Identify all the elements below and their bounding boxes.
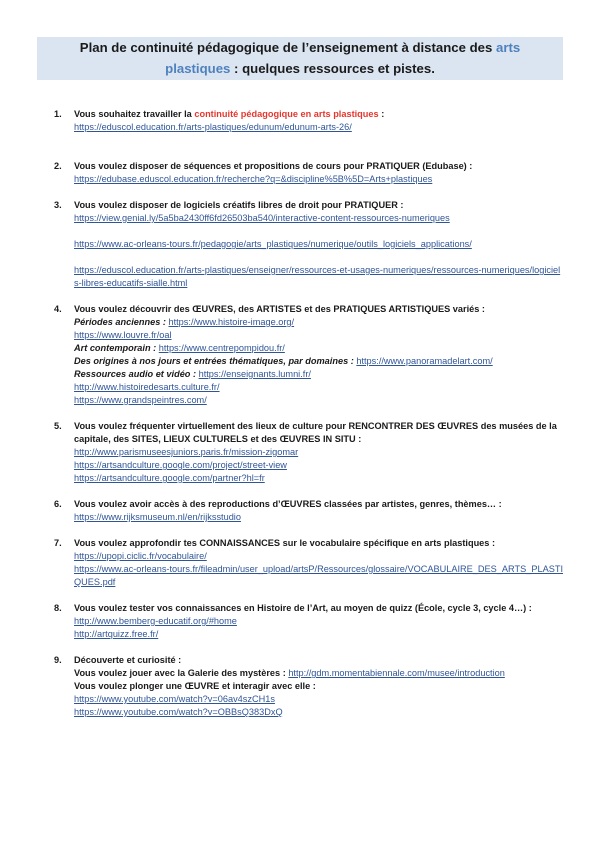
resource-link[interactable]: http://gdm.momentabiennale.com/musee/introduction [288,668,505,678]
list-item [54,160,564,186]
list-item [54,108,564,134]
resource-link[interactable]: https://www.histoire-image.org/ [168,317,295,327]
resource-link[interactable]: https://edubase.eduscol.education.fr/recherche?q=&discipline%5B%5D=Arts+plastiques [74,174,433,184]
resource-link[interactable]: https://www.rijksmuseum.nl/en/rijksstudio [74,512,241,522]
title-highlight-plastiques: plastiques [165,60,231,76]
item-number: 3. [54,200,62,210]
resource-link[interactable]: https://www.centrepompidou.fr/ [158,343,285,353]
resource-list [54,108,564,719]
line-label: Des origines à nos jours et entrées thématiques, par domaines : [74,356,357,366]
item-question: Vous voulez approfondir tes CONNAISSANCES sur le vocabulaire spécifique en arts plastiques : [74,538,496,548]
resource-link[interactable]: https://view.genial.ly/5a5ba2430ff6fd26503ba540/interactive-content-ressources-numeriques [74,213,450,223]
resource-link[interactable]: http://www.histoiredesarts.culture.fr/ [74,382,220,392]
resource-link[interactable]: https://artsandculture.google.com/project/street-view [74,460,287,470]
title-highlight-arts: arts [496,40,521,55]
item-number: 6. [54,499,62,509]
resource-link[interactable]: https://artsandculture.google.com/partner?hl=fr [74,473,265,483]
resource-link[interactable]: https://eduscol.education.fr/arts-plastiques/enseigner/ressources-et-usages-numeriques/ressources-numeriques/logiciels-libres-educatifs-sialle.html [74,265,561,288]
list-item [54,602,564,641]
title-part1: Plan de continuité pédagogique de l’enseignement à distance des [79,40,497,55]
list-item [54,420,564,485]
item-question: Vous souhaitez travailler la continuité pédagogique en arts plastiques : [74,109,385,119]
item-question: Vous voulez découvrir des ŒUVRES, des ARTISTES et des PRATIQUES ARTISTIQUES variés : [74,304,485,314]
list-item [54,537,564,589]
item-question: Vous voulez avoir accès à des reproductions d’ŒUVRES classées par artistes, genres, thèmes… : [74,499,502,509]
resource-link[interactable]: https://www.youtube.com/watch?v=06av4szCH1s [74,694,275,704]
item-number: 5. [54,421,62,431]
item-number: 8. [54,603,62,613]
list-item [54,303,564,407]
resource-link[interactable]: https://enseignants.lumni.fr/ [198,369,311,379]
line-label: Périodes anciennes : [74,317,169,327]
resource-link[interactable]: https://upopi.ciclic.fr/vocabulaire/ [74,551,207,561]
highlight-text: continuité pédagogique en arts plastiques [194,109,379,119]
resource-link[interactable]: https://www.grandspeintres.com/ [74,395,207,405]
line-label: Vous voulez plonger une ŒUVRE et interagir avec elle : [74,681,316,691]
item-number: 2. [54,161,62,171]
document-title [37,37,563,80]
item-number: 1. [54,109,62,119]
item-number: 7. [54,538,62,548]
list-item [54,498,564,524]
resource-link[interactable]: http://www.parismuseesjuniors.paris.fr/mission-zigomar [74,447,299,457]
resource-link[interactable]: https://www.ac-orleans-tours.fr/fileadmin/user_upload/artsP/Ressources/glossaire/VOCABULAIRE_DES_ARTS_PLASTIQUES.pdf [74,564,564,587]
item-question: Découverte et curiosité : [74,655,182,665]
list-item [54,654,564,719]
title-part2: : quelques ressources et pistes. [230,60,435,76]
resource-link[interactable]: https://www.ac-orleans-tours.fr/pedagogie/arts_plastiques/numerique/outils_logiciels_applications/ [74,239,472,249]
resource-link[interactable]: http://www.bemberg-educatif.org/#home [74,616,237,626]
line-label: Art contemporain : [74,343,159,353]
resource-link[interactable]: https://eduscol.education.fr/arts-plastiques/edunum/edunum-arts-26/ [74,122,352,132]
resource-link[interactable]: https://www.panoramadelart.com/ [356,356,493,366]
resource-link[interactable]: https://www.youtube.com/watch?v=OBBsQ383DxQ [74,707,283,717]
item-question: Vous voulez tester vos connaissances en Histoire de l’Art, au moyen de quizz (École, cycle 3, cycle 4…) : [74,603,532,613]
item-question: Vous voulez disposer de séquences et propositions de cours pour PRATIQUER (Edubase) : [74,161,473,171]
item-question: Vous voulez fréquenter virtuellement des lieux de culture pour RENCONTRER DES ŒUVRES des musées de la capitale, des SITES, LIEUX CULTURELS et des ŒUVRES IN SITU : [74,421,557,444]
resource-link[interactable]: https://www.louvre.fr/oal [74,330,172,340]
item-number: 4. [54,304,62,314]
list-item [54,199,564,290]
item-number: 9. [54,655,62,665]
item-question: Vous voulez disposer de logiciels créatifs libres de droit pour PRATIQUER : [74,200,404,210]
line-label: Vous voulez jouer avec la Galerie des mystères : [74,668,289,678]
line-label: Ressources audio et vidéo : [74,369,199,379]
resource-link[interactable]: http://artquizz.free.fr/ [74,629,159,639]
